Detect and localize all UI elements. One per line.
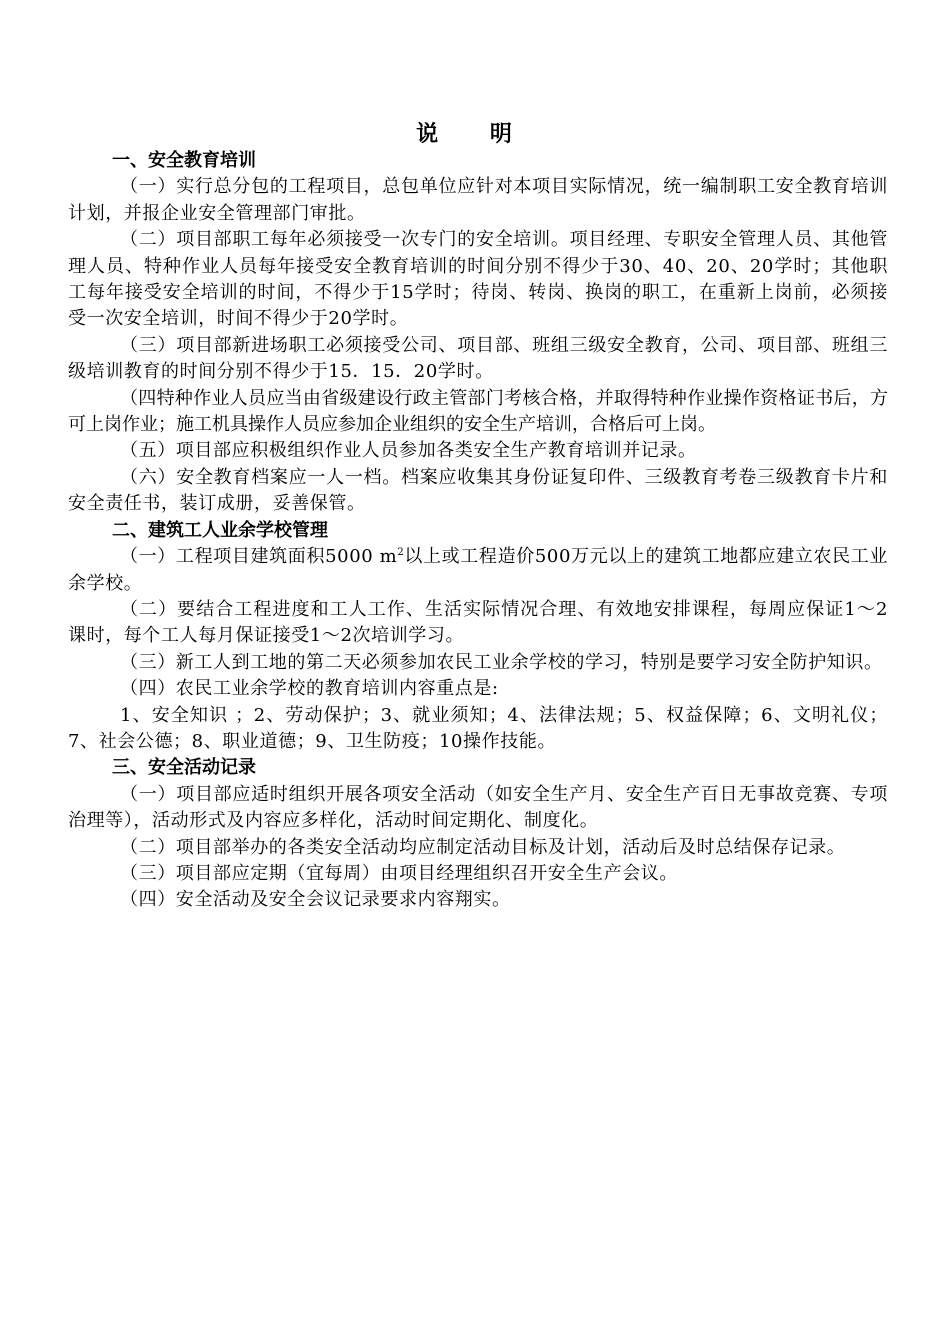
paragraph: （三）新工人到工地的第二天必须参加农民工业余学校的学习，特别是要学习安全防护知识。 (120, 651, 883, 673)
section-heading-1: 一、安全教育培训 (112, 150, 256, 171)
paragraph: （二）要结合工程进度和工人工作、生活实际情况合理、有效地安排课程，每周应保证1～2课时，每个工人每月保证接受1～2次培训学习。 (68, 598, 888, 647)
training-topic-list: 1、安全知识 ；2、劳动保护；3、就业须知；4、法律法规；5、权益保障；6、文明礼仪；7、社会公德；8、职业道德；9、卫生防疫；10操作技能。 (68, 704, 888, 752)
paragraph-text: （一）工程项目建筑面积5000 m (120, 546, 398, 568)
paragraph: （五）项目部应积极组织作业人员参加各类安全生产教育培训并记录。 (120, 440, 697, 462)
superscript: 2 (397, 547, 405, 559)
paragraph: （四）农民工业余学校的教育培训内容重点是: (120, 678, 499, 700)
section-heading-3: 三、安全活动记录 (112, 757, 256, 779)
paragraph: （二）项目部职工每年必须接受一次专门的安全培训。项目经理、专职安全管理人员、其他管理人员、特种作业人员每年接受安全教育培训的时间分别不得少于30、40、20、20学时；其他职工每年接受安全培训的时间，不得少于15学时；待岗、转岗、换岗的职工，在重新上岗前，必须接受一次安全培训，时间不得少于20学时。 (68, 229, 888, 330)
paragraph: （二）项目部举办的各类安全活动均应制定活动目标及计划，活动后及时总结保存记录。 (120, 836, 846, 858)
paragraph: （一）项目部应适时组织开展各项安全活动（如安全生产月、安全生产百日无事故竞赛、专项治理等），活动形式及内容应多样化，活动时间定期化、制度化。 (68, 783, 888, 832)
paragraph: （六）安全教育档案应一人一档。档案应收集其身份证复印件、三级教育考卷三级教育卡片和安全责任书，装订成册，妥善保管。 (68, 466, 888, 515)
paragraph (68, 544, 888, 597)
paragraph: （三）项目部新进场职工必须接受公司、项目部、班组三级安全教育，公司、项目部、班组三级培训教育的时间分别不得少于15．15．20学时。 (68, 334, 888, 383)
paragraph: （四）安全活动及安全会议记录要求内容翔实。 (120, 889, 511, 911)
paragraph-text: 以上或工程造价500万元以上的建筑工地都应建立农民工业余学校。 (68, 546, 888, 594)
document-body (68, 148, 888, 914)
page-title: 说 明 (416, 122, 534, 147)
section-heading-2: 二、建筑工人业余学校管理 (112, 519, 328, 541)
paragraph: （一）实行总分包的工程项目，总包单位应针对本项目实际情况，统一编制职工安全教育培训计划，并报企业安全管理部门审批。 (68, 176, 888, 224)
paragraph: （四特种作业人员应当由省级建设行政主管部门考核合格，并取得特种作业操作资格证书后，方可上岗作业；施工机具操作人员应参加企业组织的安全生产培训，合格后可上岗。 (68, 387, 888, 436)
paragraph: （三）项目部应定期（宜每周）由项目经理组织召开安全生产会议。 (120, 862, 678, 884)
